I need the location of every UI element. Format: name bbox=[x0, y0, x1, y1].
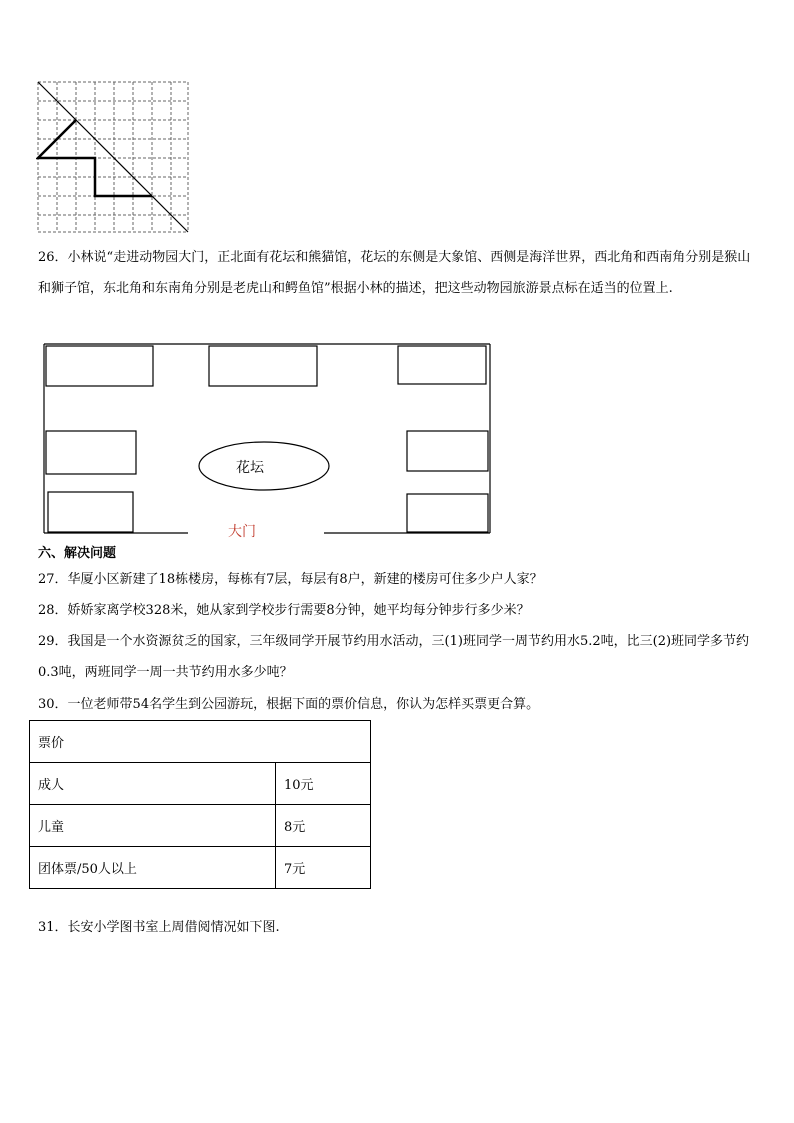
table-header: 票价 bbox=[30, 721, 371, 763]
section-title: 六、解决问题 bbox=[38, 546, 117, 561]
box-southeast bbox=[407, 494, 488, 532]
box-southwest bbox=[48, 492, 133, 532]
row-label: 儿童 bbox=[30, 805, 276, 847]
zoo-map bbox=[42, 343, 494, 543]
row-price: 8元 bbox=[276, 805, 371, 847]
row-price: 7元 bbox=[276, 847, 371, 889]
row-label: 成人 bbox=[30, 763, 276, 805]
box-northeast bbox=[398, 346, 486, 384]
question-26: 26．小林说“走进动物园大门，正北面有花坛和熊猫馆，花坛的东侧是大象馆、西侧是海洋世界，西北角和西南角分别是猴山和狮子馆，东北角和东南角分别是老虎山和鳄鱼馆”根据小林的描述，把这些动物园旅游景点标在适当的位置上. bbox=[38, 250, 751, 296]
table-header-row bbox=[30, 721, 371, 763]
box-north bbox=[209, 346, 317, 386]
question-30: 30．一位老师带54名学生到公园游玩，根据下面的票价信息，你认为怎样买票更合算。 bbox=[38, 697, 540, 712]
ticket-price-table bbox=[29, 720, 371, 889]
box-east bbox=[407, 431, 488, 471]
box-west bbox=[46, 431, 136, 474]
table-row bbox=[30, 763, 371, 805]
row-label: 团体票/50人以上 bbox=[30, 847, 276, 889]
gate-label: 大门 bbox=[228, 524, 256, 540]
question-29: 29．我国是一个水资源贫乏的国家，三年级同学开展节约用水活动，三(1)班同学一周节约用水5.2吨，比三(2)班同学多节约0.3吨，两班同学一周一共节约用水多少吨？ bbox=[38, 634, 750, 680]
question-27: 27．华厦小区新建了18栋楼房，每栋有7层，每层有8户，新建的楼房可住多少户人家？ bbox=[38, 572, 543, 587]
box-northwest bbox=[46, 346, 153, 386]
row-price: 10元 bbox=[276, 763, 371, 805]
table-row bbox=[30, 847, 371, 889]
grid-figure bbox=[36, 80, 192, 236]
question-31: 31．长安小学图书室上周借阅情况如下图. bbox=[38, 920, 280, 935]
question-28: 28．娇娇家离学校328米，她从家到学校步行需要8分钟，她平均每分钟步行多少米？ bbox=[38, 603, 530, 618]
table-row bbox=[30, 805, 371, 847]
flowerbed-ellipse bbox=[199, 442, 329, 490]
flowerbed-label: 花坛 bbox=[236, 460, 264, 476]
